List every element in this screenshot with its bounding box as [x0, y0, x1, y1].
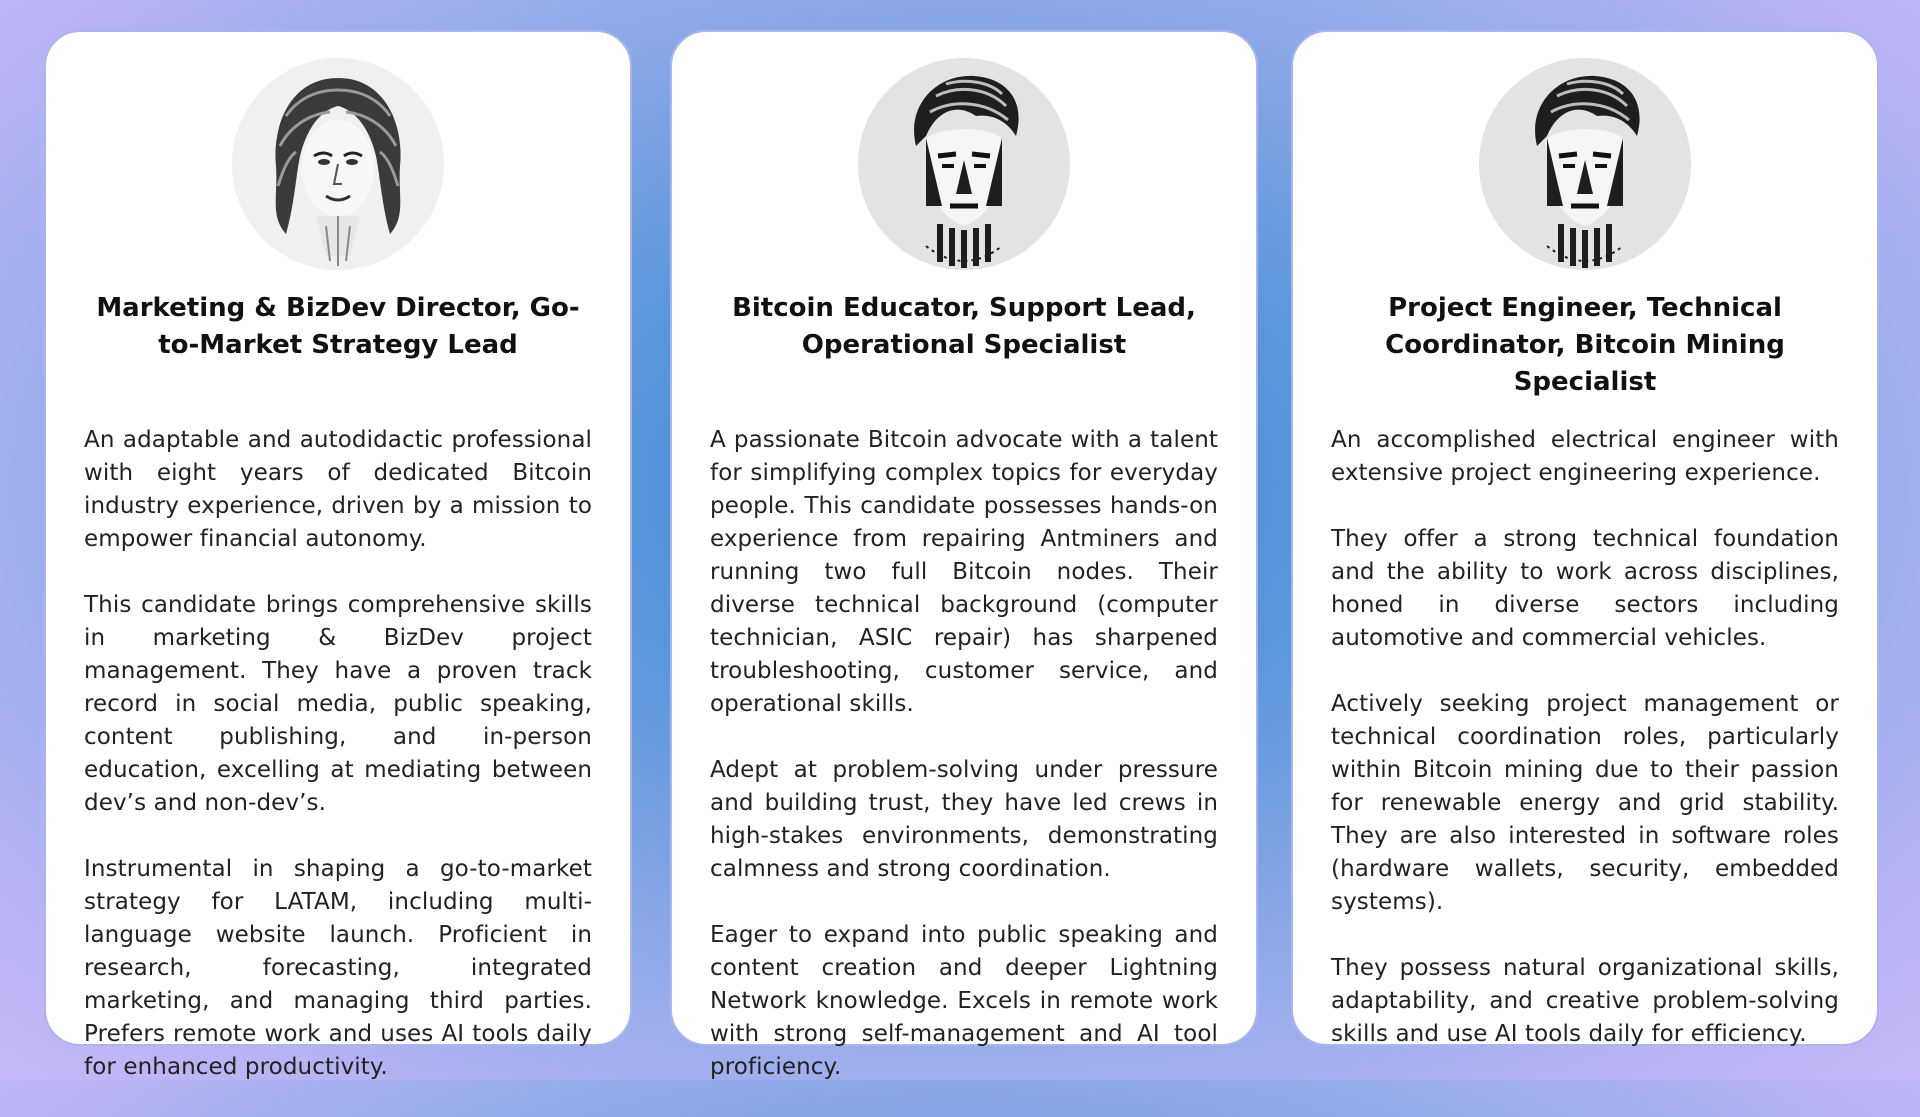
- card-title: Project Engineer, Technical Coordinator, Bitcoin Mining Specialist: [1385, 293, 1785, 397]
- card-title: Marketing & BizDev Director, Go-to-Market Strategy Lead: [96, 293, 580, 360]
- description-paragraph: They possess natural organizational skills, adaptability, and creative problem-solving skills and use AI tools daily for efficiency.: [1331, 955, 1839, 1047]
- description-paragraph: Eager to expand into public speaking and content creation and deeper Lightning Network knowledge. Excels in remote work with strong self-management and AI tool proficiency.: [710, 922, 1218, 1080]
- candidate-card-1: [44, 30, 632, 1080]
- man-portrait-icon: [1477, 56, 1693, 272]
- description-paragraph: Instrumental in shaping a go-to-market strategy for LATAM, including multi-language website launch. Proficient in research, forecasting, integrated marketing, and managing third parties. Prefers remote work and uses AI tools daily for enhanced productivity.: [84, 856, 592, 1080]
- card-description: [84, 424, 592, 1117]
- description-paragraph: Actively seeking project management or technical coordination roles, particularly within Bitcoin mining due to their passion for renewable energy and grid stability. They are also interested in software roles (hardware wallets, security, embedded systems).: [1331, 691, 1839, 915]
- description-paragraph: A passionate Bitcoin advocate with a talent for simplifying complex topics for everyday people. This candidate possesses hands-on experience from repairing Antminers and running two full Bitcoin nodes. Their diverse technical background (computer technician, ASIC repair) has sharpened troubleshooting, customer service, and operational skills.: [710, 427, 1218, 717]
- card-title: Bitcoin Educator, Support Lead, Operational Specialist: [732, 293, 1196, 360]
- card-description: [1331, 424, 1839, 1084]
- candidate-card-2: [670, 30, 1258, 1080]
- candidate-card-3: [1291, 30, 1879, 1046]
- description-paragraph: This candidate brings comprehensive skills in marketing & BizDev project management. They have a proven track record in social media, public speaking, content publishing, and in-person education, excelling at mediating between dev’s and non-dev’s.: [84, 592, 592, 816]
- woman-portrait-icon: [230, 56, 446, 272]
- card-description: [710, 424, 1218, 1117]
- description-paragraph: Adept at problem-solving under pressure and building trust, they have led crews in high-stakes environments, demonstrating calmness and strong coordination.: [710, 757, 1218, 882]
- description-paragraph: An adaptable and autodidactic professional with eight years of dedicated Bitcoin industry experience, driven by a mission to empower financial autonomy.: [84, 427, 592, 552]
- man-portrait-icon: [856, 56, 1072, 272]
- description-paragraph: An accomplished electrical engineer with extensive project engineering experience.: [1331, 427, 1839, 486]
- description-paragraph: They offer a strong technical foundation and the ability to work across disciplines, honed in diverse sectors including automotive and commercial vehicles.: [1331, 526, 1839, 651]
